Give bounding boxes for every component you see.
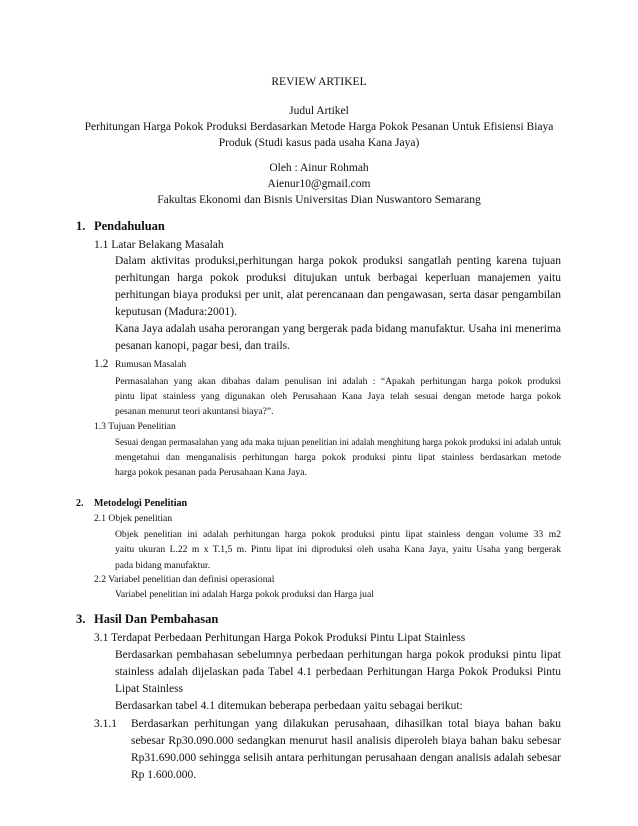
article-title-line2: Produk (Studi kasus pada usaha Kana Jaya) — [218, 137, 420, 149]
section-number: 1. — [76, 219, 86, 233]
paragraph-line: pada bidang manufaktur. — [115, 560, 211, 571]
paragraph-line: pintu lipat stainless yang digunakan oleh Perusahaan Kana Jaya telah sesuai dengan metode harga pokok — [115, 391, 561, 402]
subsection-heading: 3.1 Terdapat Perbedaan Perhitungan Harga Pokok Produksi Pintu Lipat Stainless — [94, 632, 466, 644]
subsection-heading: Rumusan Masalah — [115, 359, 187, 370]
paragraph-line: pesanan kanopi, pagar besi, dan trails. — [115, 340, 290, 352]
paragraph-line: harga pokok pesanan pada Perusahaan Kana Jaya. — [115, 467, 307, 478]
paragraph-line: Sesuai dengan permasalahan yang ada maka tujuan penelitian ini adalah menghitung harga pokok produksi ini adalah untuk — [115, 437, 561, 447]
subsection-heading: 1.1 Latar Belakang Masalah — [94, 239, 224, 251]
paragraph-line: perhitungan biaya produksi per unit, alat perencanaan dan pengawasan, serta dasar pengambilan — [115, 289, 561, 301]
subsection-number: 1.2 — [94, 358, 109, 370]
section-heading: Hasil Dan Pembahasan — [94, 612, 219, 626]
list-item-line: sebesar Rp30.090.000 sedangkan menurut hasil analisis diperoleh biaya bahan baku sebesar — [131, 735, 561, 747]
article-label: Judul Artikel — [289, 105, 349, 117]
list-item-line: Berdasarkan perhitungan yang dilakukan perusahaan, dihasilkan total biaya bahan baku — [131, 718, 561, 730]
paragraph-line: Variabel penelitian ini adalah Harga pokok produksi dan Harga jual — [115, 589, 374, 600]
paragraph-line: Lipat Stainless — [115, 683, 184, 695]
subsection-heading: 1.3 Tujuan Penelitian — [94, 421, 176, 432]
paragraph-line: Kana Jaya adalah usaha perorangan yang bergerak pada bidang manufaktur. Usaha ini menerima — [115, 323, 561, 335]
paragraph-line: Berdasarkan tabel 4.1 ditemukan beberapa perbedaan yaitu sebagai berikut: — [115, 700, 463, 712]
document-title: REVIEW ARTIKEL — [271, 76, 367, 88]
paragraph-line: perhitungan harga pokok produksi ditujukan untuk berbagai keperluan manajemen yaitu — [115, 272, 561, 284]
list-item-number: 3.1.1 — [94, 718, 117, 730]
article-title-line1: Perhitungan Harga Pokok Produksi Berdasarkan Metode Harga Pokok Pesanan Untuk Efisiensi Biaya — [84, 121, 554, 133]
section-heading: Pendahuluan — [94, 219, 165, 233]
paragraph-line: stainless adalah dijelaskan pada Tabel 4.1 perbedaan Perhitungan Harga Pokok Produksi Pintu — [115, 666, 561, 678]
paragraph-line: Objek penelitian ini adalah perhitungan harga pokok produksi pintu lipat stainless dengan volume 33 m2 — [115, 529, 561, 540]
list-item-line: Rp 1.600.000. — [131, 769, 197, 781]
affiliation: Fakultas Ekonomi dan Bisnis Universitas Dian Nuswantoro Semarang — [157, 194, 481, 206]
author-email: Aienur10@gmail.com — [267, 178, 371, 190]
section-number: 3. — [76, 612, 86, 626]
section-heading: Metodelogi Penelitian — [94, 498, 188, 509]
paragraph-line: keputusan (Madura:2001). — [115, 306, 237, 318]
paragraph-line: Dalam aktivitas produksi,perhitungan harga pokok produksi sangatlah penting karena tujuan — [115, 255, 561, 267]
author: Oleh : Ainur Rohmah — [269, 162, 369, 174]
section-number: 2. — [76, 498, 84, 509]
subsection-heading: 2.2 Variabel penelitian dan definisi operasional — [94, 574, 275, 585]
paragraph-line: Berdasarkan pembahasan sebelumnya perbedaan perhitungan harga pokok produksi pintu lipat — [115, 649, 561, 661]
paragraph-line: pesanan menurut teori akuntansi biaya?”. — [115, 406, 274, 417]
paragraph-line: yaitu ukuran L.22 m x T.1,5 m. Pintu lipat ini diproduksi oleh usaha Kana Jaya, yaitu Usaha yang bergerak — [115, 544, 561, 555]
paragraph-line: Permasalahan yang akan dibahas dalam penulisan ini adalah : “Apakah perhitungan harga pokok produksi — [115, 376, 561, 387]
list-item-line: Rp31.690.000 sehingga selisih antara perhitungan perusahaan dengan analisis adalah sebesar — [131, 752, 561, 764]
paragraph-line: mengetahui dan menganalisis perhitungan harga pokok produksi pintu lipat stainless berdasarkan metode — [115, 452, 561, 463]
subsection-heading: 2.1 Objek penelitian — [94, 513, 173, 524]
